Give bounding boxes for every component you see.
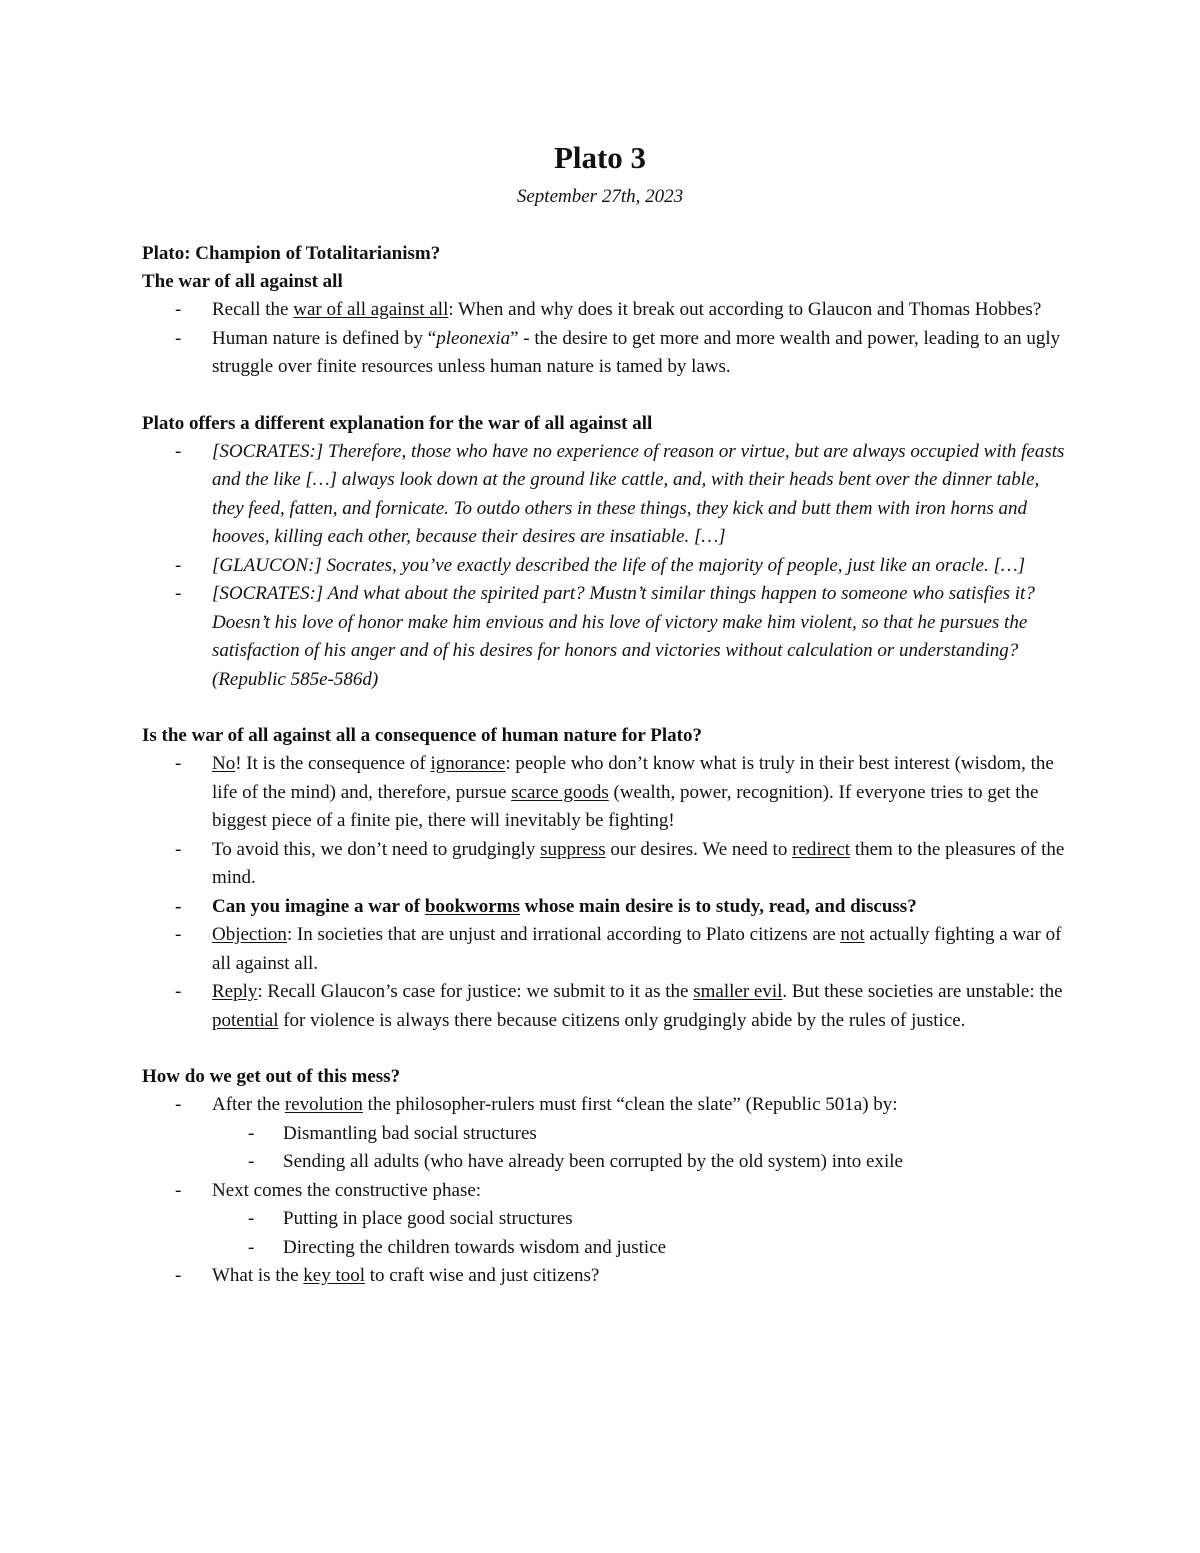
list-item: - Objection: In societies that are unjust and irrational according to Plato citizens are not actually fighting a war of all against all. <box>142 921 1072 978</box>
list-item: - Reply: Recall Glaucon’s case for justice: we submit to it as the smaller evil. But these societies are unstable: the potential for violence is always there because citizens only grudgingly abide by the rules of justice. <box>142 978 1072 1035</box>
quote-item: - [GLAUCON:] Socrates, you’ve exactly described the life of the majority of people, just like an oracle. […] <box>142 552 1072 581</box>
quote-item: - [SOCRATES:] And what about the spirited part? Mustn’t similar things happen to someone who satisfies it? Doesn’t his love of honor make him envious and his love of victory make him violent, so that he pursues the satisfaction of his anger and of his desires for honors and victories without calculation or understanding? (Republic 585e-586d) <box>142 580 1072 694</box>
sub-list-item: - Directing the children towards wisdom and justice <box>212 1234 1072 1263</box>
quote-list <box>142 438 1072 695</box>
sub-list-item: - Putting in place good social structures <box>212 1205 1072 1234</box>
section-heading: Is the war of all against all a consequence of human nature for Plato? <box>142 725 702 746</box>
list-item: - Can you imagine a war of bookworms whose main desire is to study, read, and discuss? <box>142 893 1072 922</box>
quote-item: - [SOCRATES:] Therefore, those who have no experience of reason or virtue, but are always occupied with feasts and the like […] always look down at the ground like cattle, and, with their heads bent over the dinner table, they feed, fatten, and fornicate. To outdo others in these things, they kick and butt them with iron horns and hooves, killing each other, because their desires are insatiable. […] <box>142 438 1072 552</box>
sub-list <box>212 1205 1072 1262</box>
list-item: - What is the key tool to craft wise and just citizens? <box>142 1262 1072 1291</box>
section-heading: Plato: Champion of Totalitarianism? <box>142 243 441 264</box>
list-item: - Human nature is defined by “pleonexia” - the desire to get more and more wealth and power, leading to an ugly struggle over finite resources unless human nature is tamed by laws. <box>142 325 1072 382</box>
section-different-explanation <box>142 410 1072 695</box>
section-subheading: The war of all against all <box>142 271 343 292</box>
underlined-term: war of all against all <box>293 299 449 320</box>
page-title: Plato 3 <box>553 140 647 175</box>
bullet-list <box>142 1091 1072 1291</box>
sub-list <box>212 1120 1072 1177</box>
section-heading: Plato offers a different explanation for the war of all against all <box>142 412 653 434</box>
bullet-list <box>142 296 1072 382</box>
bullet-list <box>142 750 1072 1035</box>
section-human-nature <box>142 722 1072 1035</box>
list-item: - No! It is the consequence of ignorance: people who don’t know what is truly in their best interest (wisdom, the life of the mind) and, therefore, pursue scarce goods (wealth, power, recognition). If everyone tries to get the biggest piece of a finite pie, there will inevitably be fighting! <box>142 750 1072 836</box>
document-body <box>142 240 1072 1291</box>
section-get-out-of-mess <box>142 1063 1072 1291</box>
list-item: - Recall the war of all against all: When and why does it break out according to Glaucon and Thomas Hobbes? <box>142 296 1072 325</box>
section-heading: How do we get out of this mess? <box>142 1066 401 1087</box>
italic-term: pleonexia <box>436 327 511 349</box>
list-item: - To avoid this, we don’t need to grudgingly suppress our desires. We need to redirect them to the pleasures of the mind. <box>142 836 1072 893</box>
section-war-of-all <box>142 240 1072 382</box>
sub-list-item: - Sending all adults (who have already been corrupted by the old system) into exile <box>212 1148 1072 1177</box>
list-item: - After the revolution the philosopher-rulers must first “clean the slate” (Republic 501a) by: - Dismantling bad social structures - Sending all adults (who have already been corrupted by the old system) into exile <box>142 1091 1072 1177</box>
list-item: - Next comes the constructive phase: - Putting in place good social structures - Directing the children towards wisdom and justice <box>142 1177 1072 1263</box>
sub-list-item: - Dismantling bad social structures <box>212 1120 1072 1149</box>
page-date: September 27th, 2023 <box>516 186 684 207</box>
